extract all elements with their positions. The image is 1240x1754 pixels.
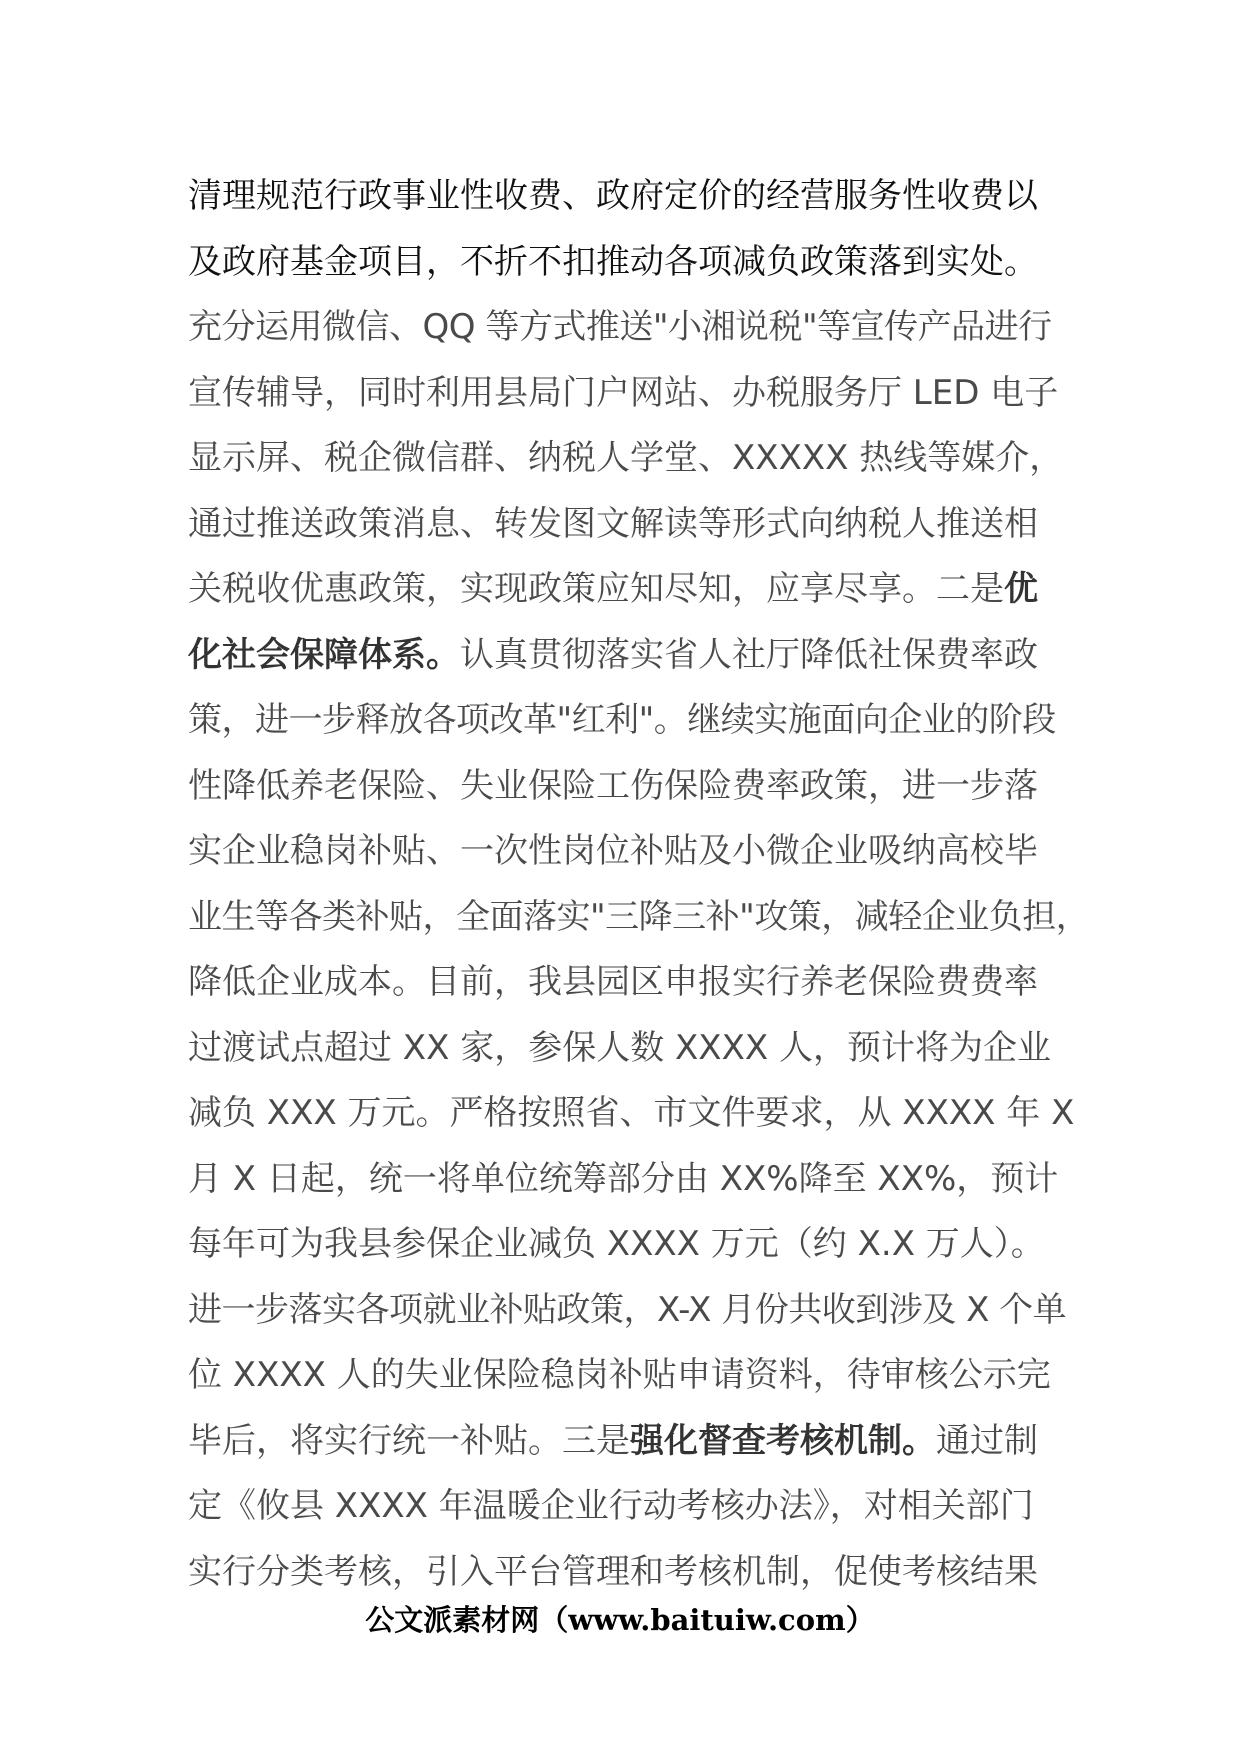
text-run: 减负 XXX 万元。严格按照省、市文件要求，从 XXXX 年 X	[188, 1093, 1075, 1133]
text-run: 性降低养老保险、失业保险工伤保险费率政策，进一步落	[188, 765, 1038, 806]
text-run: 降低企业成本。目前，我县园区申报实行养老保险费费率	[188, 962, 1038, 1002]
text-line	[188, 623, 1088, 689]
text-line	[188, 230, 1088, 296]
text-line	[188, 1147, 1088, 1213]
bold-heading-text: 强化督查考核机制。	[630, 1420, 936, 1461]
text-line	[188, 1474, 1088, 1540]
text-line	[188, 1278, 1088, 1344]
text-run: 实企业稳岗补贴、一次性岗位补贴及小微企业吸纳高校毕	[188, 831, 1038, 871]
text-line	[188, 361, 1088, 427]
text-line	[188, 295, 1088, 361]
text-line	[188, 1409, 1088, 1475]
bold-heading-text: 化社会保障体系。	[188, 634, 460, 675]
text-run: 关税收优惠政策，实现政策应知尽知，应享尽享。二是	[188, 569, 1004, 609]
text-line	[188, 557, 1088, 623]
text-run: 策，进一步释放各项改革"红利"。继续实施面向企业的阶段	[188, 700, 1056, 740]
text-line	[188, 688, 1088, 754]
bold-heading-text: 优	[1004, 569, 1038, 609]
text-run: 过渡试点超过 XX 家，参保人数 XXXX 人，预计将为企业	[188, 1027, 1051, 1068]
text-run: 充分运用微信、QQ 等方式推送"小湘说税"等宣传产品进行	[188, 307, 1052, 347]
text-line	[188, 164, 1088, 230]
text-run: 定《攸县 XXXX 年温暖企业行动考核办法》，对相关部门	[188, 1486, 1034, 1526]
text-run: 月 X 日起，统一将单位统筹部分由 XX%降至 XX%，预计	[188, 1158, 1059, 1199]
text-line	[188, 1081, 1088, 1147]
text-line	[188, 1343, 1088, 1409]
text-line	[188, 1212, 1088, 1278]
text-line	[188, 754, 1088, 820]
text-line	[188, 1540, 1088, 1606]
text-line	[188, 819, 1088, 885]
text-run: 宣传辅导，同时利用县局门户网站、办税服务厅 LED 电子	[188, 372, 1059, 413]
text-line	[188, 885, 1088, 951]
text-run: 清理规范行政事业性收费、政府定价的经营服务性收费以	[188, 176, 1038, 216]
text-run: 及政府基金项目，不折不扣推动各项减负政策落到实处。	[188, 241, 1038, 282]
text-run: 毕后，将实行统一补贴。三是	[188, 1420, 630, 1461]
text-line	[188, 1016, 1088, 1082]
text-run: 认真贯彻落实省人社厅降低社保费率政	[460, 634, 1038, 675]
text-run: 业生等各类补贴，全面落实"三降三补"攻策，减轻企业负担，	[188, 896, 1090, 937]
text-run: 通过制	[936, 1420, 1038, 1461]
body-text	[188, 164, 1088, 1605]
text-run: 通过推送政策消息、转发图文解读等形式向纳税人推送相	[188, 503, 1038, 544]
text-run: 显示屏、税企微信群、纳税人学堂、XXXXX 热线等媒介，	[188, 438, 1064, 478]
site-footer-watermark: 公文派素材网（www.baituiw.com）	[365, 1603, 875, 1637]
text-run: 位 XXXX 人的失业保险稳岗补贴申请资料，待审核公示完	[188, 1355, 1051, 1395]
text-run: 每年可为我县参保企业减负 XXXX 万元（约 X.X 万人）。	[188, 1224, 1045, 1264]
text-line	[188, 492, 1088, 558]
text-run: 进一步落实各项就业补贴政策，X-X 月份共收到涉及 X 个单	[188, 1289, 1067, 1330]
text-line	[188, 950, 1088, 1016]
text-run: 实行分类考核，引入平台管理和考核机制，促使考核结果	[188, 1551, 1038, 1592]
text-line	[188, 426, 1088, 492]
